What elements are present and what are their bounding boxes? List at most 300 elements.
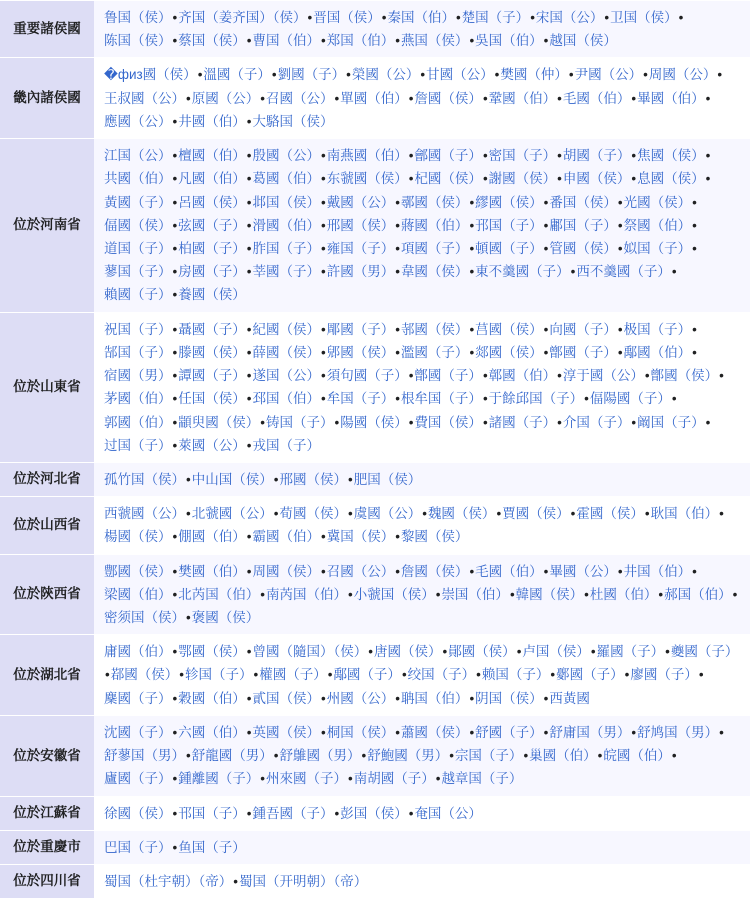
state-link[interactable]: 杞國（侯） — [414, 171, 482, 187]
state-link[interactable]: 冀国（侯） — [326, 529, 395, 545]
list-separator: • — [260, 90, 265, 106]
navbox-list — [94, 865, 750, 899]
list-separator: • — [246, 194, 252, 210]
state-link[interactable]: 邗国（子） — [178, 805, 246, 821]
state-link[interactable]: 秦国（伯） — [387, 10, 455, 25]
list-separator: • — [408, 148, 414, 164]
state-link[interactable]: 管國（侯） — [549, 240, 617, 256]
list-separator: • — [334, 414, 340, 430]
state-link[interactable]: 小虢国（侯） — [353, 586, 435, 602]
list-separator: • — [617, 217, 623, 233]
list-separator: • — [246, 644, 252, 660]
list-separator: • — [557, 368, 562, 384]
list-separator: • — [442, 644, 448, 660]
navbox-list — [94, 796, 750, 830]
list-separator: • — [320, 391, 326, 407]
state-link[interactable]: 北虢國（公） — [191, 506, 273, 522]
list-separator: • — [543, 321, 549, 337]
list-separator: • — [395, 33, 400, 49]
state-link[interactable]: 荀國（侯） — [279, 506, 347, 522]
list-separator: • — [568, 67, 574, 83]
list-separator: • — [590, 644, 596, 660]
state-link[interactable]: 雍国（子） — [326, 240, 395, 256]
list-separator: • — [408, 414, 414, 430]
state-link[interactable]: 蜀国（开明朝）（帝） — [238, 874, 368, 889]
state-link[interactable]: 中山国（侯） — [191, 471, 273, 487]
state-link[interactable]: 于餘邱国（子） — [488, 391, 584, 407]
state-link[interactable]: 薛國（侯） — [252, 344, 320, 360]
navbox-row — [0, 497, 750, 554]
state-link[interactable]: 畢國（伯） — [637, 90, 705, 106]
navbox-list — [94, 58, 750, 139]
state-link[interactable]: 鄘国（子） — [549, 217, 617, 233]
state-link[interactable]: 大駱国（侯） — [252, 113, 334, 129]
state-link[interactable]: 徐國（侯） — [104, 805, 172, 821]
state-link[interactable]: 巴国（子） — [104, 839, 172, 855]
list-separator: • — [469, 264, 475, 280]
navbox-list — [94, 635, 750, 716]
state-link[interactable]: 霍國（侯） — [576, 506, 644, 522]
list-separator: • — [179, 667, 184, 683]
state-link[interactable]: 彭国（侯） — [340, 805, 408, 821]
state-link[interactable]: 燕国（侯） — [400, 33, 469, 49]
state-link[interactable]: 鄶國（子） — [414, 148, 482, 164]
state-link[interactable]: 羅國（子） — [596, 644, 665, 660]
state-link[interactable]: 巢國（伯） — [529, 748, 597, 764]
state-link[interactable]: 郳國（侯） — [326, 344, 395, 360]
list-separator: • — [557, 171, 562, 187]
state-link[interactable]: 六國（伯） — [178, 724, 246, 740]
list-separator: • — [692, 321, 697, 337]
state-link[interactable]: 茅國（伯） — [104, 391, 172, 407]
list-separator: • — [557, 148, 562, 164]
state-link[interactable]: 榮國（公） — [351, 67, 420, 83]
state-link[interactable]: 虞國（公） — [353, 506, 422, 522]
state-link[interactable]: 任国（侯） — [178, 391, 246, 407]
state-link[interactable]: 遂国（公） — [252, 368, 320, 384]
state-link[interactable]: 根牟国（子） — [400, 391, 482, 407]
list-separator: • — [395, 391, 400, 407]
list-separator: • — [246, 113, 252, 129]
state-link[interactable]: 弦國（子） — [178, 217, 246, 233]
list-separator: • — [516, 644, 522, 660]
list-separator: • — [320, 321, 326, 337]
state-link[interactable]: 舒龍國（男） — [191, 748, 273, 764]
state-link[interactable]: 邶国（侯） — [252, 194, 320, 210]
state-link[interactable]: 褒國（侯） — [191, 610, 260, 626]
state-link[interactable]: 鄂國（侯） — [178, 644, 246, 660]
state-link[interactable]: 南胡國（子） — [353, 771, 435, 787]
state-link[interactable]: 邘国（子） — [475, 217, 543, 233]
state-link[interactable]: 葛國（伯） — [252, 171, 320, 187]
list-separator: • — [719, 506, 724, 522]
state-link[interactable]: 邳国（伯） — [252, 391, 320, 407]
state-link[interactable]: 鄅國（子） — [333, 667, 401, 683]
state-link[interactable]: 西虢國（公） — [104, 506, 185, 522]
list-separator: • — [347, 771, 353, 787]
state-link[interactable]: 舒庸国（男） — [549, 724, 631, 740]
state-link[interactable]: 詹國（侯） — [400, 563, 469, 579]
state-link[interactable]: 賴國（子） — [104, 287, 172, 303]
state-link[interactable]: 畢國（公） — [549, 563, 617, 579]
state-link[interactable]: 黎國（侯） — [400, 529, 469, 545]
list-separator: • — [172, 563, 178, 579]
state-link[interactable]: 唐國（侯） — [373, 644, 442, 660]
state-link[interactable]: 陽國（侯） — [340, 414, 408, 430]
list-separator: • — [494, 67, 500, 83]
list-separator: • — [233, 874, 238, 889]
list-separator: • — [543, 724, 549, 740]
state-link[interactable]: 越章国（子） — [441, 771, 523, 787]
state-link[interactable]: 申國（侯） — [562, 171, 631, 187]
state-link[interactable]: 戎国（子） — [252, 437, 320, 453]
state-link[interactable]: 鍾離國（子） — [178, 771, 260, 787]
state-link[interactable]: 楊國（侯） — [104, 529, 172, 545]
state-link[interactable]: 房國（子） — [178, 264, 246, 280]
state-link[interactable]: 顓臾國（侯） — [178, 414, 260, 430]
state-link[interactable]: 姒国（子） — [623, 240, 692, 256]
state-link[interactable]: 郯國（侯） — [475, 344, 543, 360]
list-separator: • — [557, 414, 562, 430]
list-separator: • — [172, 264, 178, 280]
state-link[interactable]: 舒鵻國（男） — [279, 748, 361, 764]
list-separator: • — [320, 724, 326, 740]
state-link[interactable]: 皖國（伯） — [603, 748, 671, 764]
navbox-group-label: 位於湖北省 — [0, 635, 94, 716]
state-link[interactable]: 萊國（公） — [178, 437, 246, 453]
state-link[interactable]: 單國（伯） — [340, 90, 408, 106]
list-separator: • — [643, 67, 648, 83]
state-link[interactable]: 樊國（伯） — [178, 563, 246, 579]
list-separator: • — [435, 586, 441, 602]
state-link[interactable]: 霸國（伯） — [252, 529, 320, 545]
state-link[interactable]: 權國（子） — [259, 667, 327, 683]
state-link[interactable]: 州國（公） — [326, 690, 395, 706]
state-link[interactable]: 向國（子） — [549, 321, 617, 337]
list-separator: • — [719, 368, 724, 384]
state-link[interactable]: 绞国（子） — [407, 667, 476, 683]
state-link[interactable]: 莘國（子） — [252, 264, 320, 280]
state-link[interactable]: �физ國（侯） — [104, 67, 197, 83]
state-link[interactable]: 應國（公） — [104, 113, 172, 129]
state-link[interactable]: 貳国（侯） — [252, 690, 320, 706]
state-link[interactable]: 繆國（侯） — [475, 194, 543, 210]
list-separator: • — [617, 194, 623, 210]
state-link[interactable]: 邿國（侯） — [400, 321, 469, 337]
state-link[interactable]: 蔣國（伯） — [400, 217, 469, 233]
state-link[interactable]: 耿国（伯） — [650, 506, 719, 522]
state-link[interactable]: 赖国（子） — [481, 667, 550, 683]
navbox-row — [0, 865, 750, 899]
state-link[interactable]: 養國（侯） — [178, 287, 246, 303]
state-link[interactable]: 宿國（男） — [104, 368, 172, 384]
list-separator: • — [320, 171, 326, 187]
state-link[interactable]: 道国（子） — [104, 240, 172, 256]
list-separator: • — [246, 805, 252, 821]
state-link[interactable]: 頓國（子） — [475, 240, 543, 256]
navbox-list — [94, 715, 750, 796]
state-link[interactable]: 紀國（侯） — [252, 321, 320, 337]
state-link[interactable]: 舒蓼国（男） — [104, 748, 185, 764]
list-separator: • — [631, 171, 637, 187]
list-separator: • — [320, 368, 326, 384]
state-link[interactable]: 孤竹国（侯） — [104, 471, 185, 487]
state-link[interactable]: 原國（公） — [191, 90, 260, 106]
state-link[interactable]: 鄫國（子） — [414, 368, 482, 384]
state-link[interactable]: 鲁国（侯） — [104, 10, 172, 25]
state-link[interactable]: 西黃國 — [549, 690, 590, 706]
list-separator: • — [469, 217, 475, 233]
state-link[interactable]: 卢国（侯） — [522, 644, 590, 660]
list-separator: • — [482, 368, 488, 384]
state-link[interactable]: 齐国（姜齐国）（侯） — [178, 10, 307, 25]
state-link[interactable]: 轸国（子） — [184, 667, 253, 683]
state-link[interactable]: 胙国（子） — [252, 240, 320, 256]
state-link[interactable]: 庸國（伯） — [104, 644, 172, 660]
list-separator: • — [320, 194, 326, 210]
list-separator: • — [172, 10, 178, 25]
state-link[interactable]: 铸国（子） — [265, 414, 334, 430]
state-link[interactable]: 周國（侯） — [252, 563, 320, 579]
state-link[interactable]: 廖國（子） — [630, 667, 698, 683]
list-separator: • — [334, 90, 340, 106]
state-link[interactable]: 祝国（子） — [104, 321, 172, 337]
state-link[interactable]: 夔國（子） — [670, 644, 739, 660]
state-link[interactable]: 召國（公） — [265, 90, 334, 106]
list-separator: • — [631, 414, 637, 430]
list-separator: • — [186, 90, 191, 106]
list-separator: • — [246, 368, 252, 384]
state-link[interactable]: 肥国（侯） — [353, 471, 422, 487]
state-link[interactable]: 舒國（子） — [475, 724, 543, 740]
state-link[interactable]: 毛國（伯） — [475, 563, 543, 579]
state-link[interactable]: 邢國（侯） — [279, 471, 347, 487]
state-link[interactable]: 穀國（伯） — [178, 690, 246, 706]
state-link[interactable]: 邢國（侯） — [326, 217, 395, 233]
state-link[interactable]: 尹國（公） — [574, 67, 643, 83]
state-link[interactable]: 溫國（子） — [203, 67, 271, 83]
state-link[interactable]: 焦國（侯） — [637, 148, 705, 164]
state-link[interactable]: 舒鸠国（男） — [637, 724, 719, 740]
state-link[interactable]: 晋国（侯） — [313, 10, 381, 25]
state-link[interactable]: 莒國（侯） — [475, 321, 543, 337]
state-link[interactable]: 北芮国（伯） — [178, 586, 260, 602]
state-link[interactable]: 杜國（伯） — [589, 586, 658, 602]
navbox-row — [0, 1, 750, 58]
list-separator: • — [658, 586, 664, 602]
state-link[interactable]: 蔡国（侯） — [178, 33, 246, 49]
state-link[interactable]: 賈國（侯） — [502, 506, 570, 522]
state-link[interactable]: 毛國（伯） — [562, 90, 631, 106]
state-link[interactable]: 聶國（子） — [178, 321, 246, 337]
state-link[interactable]: 极国（子） — [623, 321, 692, 337]
state-link[interactable]: 番国（侯） — [549, 194, 617, 210]
state-link[interactable]: 祭國（伯） — [623, 217, 692, 233]
state-link[interactable]: 鄾國（子） — [556, 667, 624, 683]
list-separator: • — [172, 113, 178, 129]
state-link[interactable]: 韋國（侯） — [400, 264, 469, 280]
state-link[interactable]: 戴國（公） — [326, 194, 395, 210]
state-link[interactable]: 鄀國（侯） — [110, 667, 179, 683]
state-link[interactable]: 鱼国（子） — [178, 839, 246, 855]
state-link[interactable]: 东虢國（侯） — [326, 171, 408, 187]
navbox-row — [0, 312, 750, 462]
state-link[interactable]: 江国（公） — [104, 148, 172, 164]
state-link[interactable]: 鄩國（侯） — [400, 194, 469, 210]
state-link[interactable]: 蕭國（侯） — [400, 724, 469, 740]
state-link[interactable]: 項國（子） — [400, 240, 469, 256]
list-separator: • — [543, 194, 549, 210]
list-separator: • — [678, 10, 684, 25]
state-link[interactable]: 蜀国（杜宇朝）（帝） — [104, 874, 233, 889]
state-link[interactable]: 鄷國（侯） — [104, 563, 172, 579]
state-link[interactable]: 周國（公） — [648, 67, 717, 83]
list-separator: • — [617, 563, 623, 579]
state-link[interactable]: 韓國（侯） — [515, 586, 584, 602]
state-link[interactable]: 密须国（侯） — [104, 610, 185, 626]
state-link[interactable]: 聃国（伯） — [400, 690, 469, 706]
state-link[interactable]: 卫国（侯） — [610, 10, 678, 25]
list-separator: • — [320, 529, 326, 545]
state-link[interactable]: 南芮国（伯） — [265, 586, 347, 602]
list-separator: • — [246, 529, 252, 545]
state-link[interactable]: 蓼国（子） — [104, 264, 172, 280]
state-link[interactable]: 牟国（子） — [326, 391, 395, 407]
state-link[interactable]: 过国（子） — [104, 437, 172, 453]
state-link[interactable]: 郝国（伯） — [664, 586, 732, 602]
state-link[interactable]: 鞏國（伯） — [488, 90, 557, 106]
list-separator: • — [246, 217, 252, 233]
list-separator: • — [186, 471, 191, 487]
navbox-group-label: 位於安徽省 — [0, 715, 94, 796]
state-link[interactable]: 井国（伯） — [623, 563, 692, 579]
state-link[interactable]: 甘國（公） — [426, 67, 494, 83]
list-separator: • — [543, 563, 549, 579]
state-link[interactable]: 阴国（侯） — [475, 690, 543, 706]
state-link[interactable]: 柏國（子） — [178, 240, 246, 256]
state-link[interactable]: 魏國（侯） — [427, 506, 496, 522]
state-link[interactable]: 曹国（伯） — [252, 33, 320, 49]
state-link[interactable]: 東不羹國（子） — [475, 264, 570, 280]
state-link[interactable]: 謝國（侯） — [488, 171, 557, 187]
state-link[interactable]: 阚国（子） — [637, 414, 705, 430]
list-separator: • — [172, 414, 178, 430]
state-link[interactable]: 井國（伯） — [178, 113, 246, 129]
list-separator: • — [172, 217, 178, 233]
state-link[interactable]: 廬國（子） — [104, 771, 172, 787]
state-link[interactable]: 淳于國（公） — [562, 368, 644, 384]
state-link[interactable]: 共國（伯） — [104, 171, 172, 187]
state-link[interactable]: 胡國（子） — [562, 148, 631, 164]
state-link[interactable]: 呂國（侯） — [178, 194, 246, 210]
state-link[interactable]: 鄫國（侯） — [650, 368, 719, 384]
list-separator: • — [624, 667, 630, 683]
state-link[interactable]: 密国（子） — [488, 148, 557, 164]
state-link[interactable]: 郑国（伯） — [326, 33, 395, 49]
state-link[interactable]: 劉國（子） — [277, 67, 346, 83]
state-link[interactable]: 滑國（伯） — [252, 217, 320, 233]
state-link[interactable]: 介国（子） — [562, 414, 631, 430]
state-link[interactable]: 光國（侯） — [623, 194, 692, 210]
state-link[interactable]: 西不羹國（子） — [576, 264, 671, 280]
state-link[interactable]: 鄅國（伯） — [623, 344, 692, 360]
list-separator: • — [334, 805, 340, 821]
state-link[interactable]: 南燕國（伯） — [326, 148, 408, 164]
list-separator: • — [246, 391, 252, 407]
state-link[interactable]: 崇国（伯） — [441, 586, 509, 602]
state-link[interactable]: 梁國（伯） — [104, 586, 172, 602]
state-link[interactable]: 黃國（子） — [104, 194, 172, 210]
navbox-row — [0, 715, 750, 796]
state-link[interactable]: 樊國（仲） — [500, 67, 568, 83]
state-link[interactable]: 須句國（子） — [326, 368, 408, 384]
state-link[interactable]: 宗国（子） — [454, 748, 523, 764]
state-link[interactable]: 英國（侯） — [252, 724, 320, 740]
list-separator: • — [395, 217, 400, 233]
list-separator: • — [550, 667, 556, 683]
list-separator: • — [172, 368, 178, 384]
list-separator: • — [246, 148, 252, 164]
list-separator: • — [260, 771, 265, 787]
state-link[interactable]: 州來國（子） — [265, 771, 347, 787]
state-link[interactable]: 沈國（子） — [104, 724, 172, 740]
state-link[interactable]: 王叔國（公） — [104, 90, 185, 106]
state-link[interactable]: 楚国（子） — [461, 10, 530, 25]
state-link[interactable]: 譚國（子） — [178, 368, 246, 384]
list-separator: • — [557, 90, 562, 106]
state-link[interactable]: 舒鮑國（男） — [367, 748, 449, 764]
state-link[interactable]: 宋国（公） — [535, 10, 604, 25]
state-link[interactable]: 吳国（伯） — [475, 33, 543, 49]
navbox-group-label: 位於山西省 — [0, 497, 94, 554]
state-link[interactable]: 鄣國（伯） — [488, 368, 557, 384]
state-link[interactable]: 奄国（公） — [414, 805, 482, 821]
state-link[interactable]: 越国（侯） — [549, 33, 617, 49]
state-link[interactable]: 許國（男） — [326, 264, 395, 280]
list-separator: • — [172, 148, 178, 164]
state-link[interactable]: 濫國（子） — [400, 344, 469, 360]
state-link[interactable]: 鍾吾國（子） — [252, 805, 334, 821]
state-link[interactable]: 鄫國（子） — [549, 344, 617, 360]
state-link[interactable]: 麇國（子） — [104, 690, 172, 706]
state-link[interactable]: 陈国（侯） — [104, 33, 172, 49]
state-link[interactable]: 滕國（侯） — [178, 344, 246, 360]
state-link[interactable]: 桐国（侯） — [326, 724, 395, 740]
state-link[interactable]: 偪國（侯） — [104, 217, 172, 233]
state-link[interactable]: 召國（公） — [326, 563, 395, 579]
list-separator: • — [172, 586, 178, 602]
state-link[interactable]: 郜国（子） — [104, 344, 172, 360]
state-link[interactable]: 偪陽國（子） — [589, 391, 671, 407]
state-link[interactable]: 詹國（侯） — [414, 90, 482, 106]
state-link[interactable]: 曾國（隨国）（侯） — [252, 644, 368, 660]
list-separator: • — [347, 471, 353, 487]
state-link[interactable]: 費国（侯） — [414, 414, 482, 430]
list-separator: • — [401, 667, 407, 683]
state-link[interactable]: 殷國（公） — [252, 148, 320, 164]
state-link[interactable]: 鄖國（侯） — [448, 644, 516, 660]
state-link[interactable]: 凡國（伯） — [178, 171, 246, 187]
state-link[interactable]: 倗國（伯） — [178, 529, 246, 545]
navbox-group-label: 位於四川省 — [0, 865, 94, 899]
state-link[interactable]: 郭國（伯） — [104, 414, 172, 430]
state-link[interactable]: 檀國（伯） — [178, 148, 246, 164]
navbox-list — [94, 1, 750, 58]
state-link[interactable]: 郮國（子） — [326, 321, 395, 337]
state-link[interactable]: 諸國（子） — [488, 414, 557, 430]
state-link[interactable]: 息國（侯） — [637, 171, 705, 187]
list-separator: • — [172, 644, 178, 660]
